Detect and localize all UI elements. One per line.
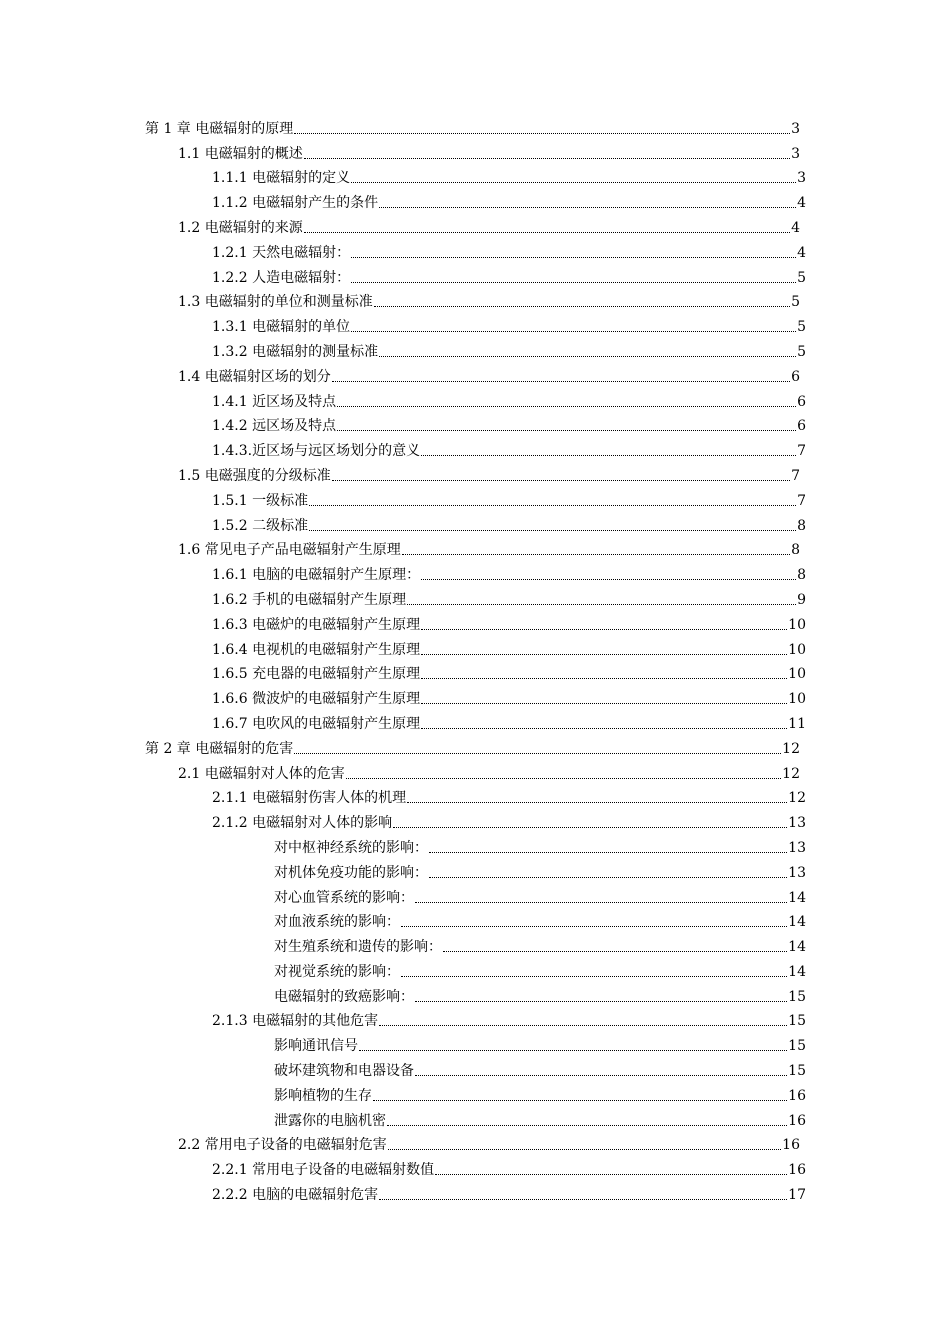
toc-dot-leader [421, 728, 787, 729]
toc-entry-title: 2.1 电磁辐射对人体的危害 [178, 765, 345, 782]
toc-page-number: 14 [788, 889, 806, 906]
toc-dot-leader [421, 579, 796, 580]
toc-entry-title: 影响通讯信号 [274, 1038, 358, 1055]
toc-dot-leader [388, 1149, 781, 1150]
toc-page-number: 5 [797, 343, 806, 360]
toc-page-number: 12 [782, 765, 800, 782]
toc-page-number: 12 [782, 740, 800, 757]
toc-page-number: 9 [797, 591, 806, 608]
toc-entry[interactable] [0, 561, 806, 586]
toc-entry[interactable] [0, 115, 800, 140]
toc-dot-leader [401, 926, 787, 927]
toc-entry-title: 对心血管系统的影响： [274, 889, 414, 906]
toc-entry-title: 1.4.2 远区场及特点 [212, 418, 337, 435]
toc-entry[interactable] [0, 264, 806, 289]
toc-page-number: 7 [797, 443, 806, 460]
toc-page-number: 4 [797, 195, 806, 212]
toc-entry-title: 对机体免疫功能的影响： [274, 864, 428, 881]
toc-dot-leader [421, 678, 787, 679]
toc-entry[interactable] [0, 809, 806, 834]
toc-page-number: 6 [797, 418, 806, 435]
toc-dot-leader [294, 133, 790, 134]
toc-page-number: 13 [788, 839, 806, 856]
toc-dot-leader [407, 604, 796, 605]
toc-dot-leader [379, 1025, 787, 1026]
toc-entry[interactable] [0, 1107, 806, 1132]
toc-page-number: 14 [788, 939, 806, 956]
toc-page-number: 3 [797, 170, 806, 187]
toc-dot-leader [351, 182, 796, 183]
toc-entry[interactable] [0, 1132, 800, 1157]
toc-page-number: 15 [788, 1063, 806, 1080]
toc-dot-leader [429, 877, 787, 878]
toc-entry[interactable] [0, 189, 806, 214]
toc-page-number: 3 [791, 145, 800, 162]
toc-entry-title: 1.6.3 电磁炉的电磁辐射产生原理 [212, 616, 421, 633]
toc-entry-title: 1.1.1 电磁辐射的定义 [212, 170, 351, 187]
toc-entry[interactable] [0, 289, 800, 314]
toc-entry[interactable] [0, 537, 800, 562]
toc-entry[interactable] [0, 958, 806, 983]
toc-page-number: 12 [788, 790, 806, 807]
toc-dot-leader [351, 282, 796, 283]
toc-entry[interactable] [0, 586, 806, 611]
toc-entry-title: 第 1 章 电磁辐射的原理 [145, 120, 294, 137]
toc-entry[interactable] [0, 884, 806, 909]
toc-entry-title: 1.6 常见电子产品电磁辐射产生原理 [178, 542, 401, 559]
toc-dot-leader [304, 158, 790, 159]
toc-dot-leader [337, 430, 796, 431]
toc-page-number: 16 [788, 1112, 806, 1129]
toc-page-number: 11 [788, 715, 806, 732]
toc-entry-title: 1.3 电磁辐射的单位和测量标准 [178, 294, 373, 311]
toc-entry-title: 1.1.2 电磁辐射产生的条件 [212, 195, 379, 212]
toc-entry[interactable] [0, 165, 806, 190]
toc-dot-leader [379, 207, 796, 208]
toc-entry[interactable] [0, 363, 800, 388]
toc-entry[interactable] [0, 760, 800, 785]
toc-entry-title: 1.5.1 一级标准 [212, 492, 309, 509]
toc-dot-leader [379, 1199, 787, 1200]
toc-page-number: 13 [788, 815, 806, 832]
toc-entry-title: 2.1.3 电磁辐射的其他危害 [212, 1013, 379, 1030]
toc-entry[interactable] [0, 413, 806, 438]
toc-dot-leader [421, 455, 796, 456]
toc-entry[interactable] [0, 983, 806, 1008]
toc-entry-title: 1.4 电磁辐射区场的划分 [178, 368, 331, 385]
toc-dot-leader [393, 827, 787, 828]
toc-page-number: 13 [788, 864, 806, 881]
toc-dot-leader [407, 802, 787, 803]
toc-page-number: 3 [791, 120, 800, 137]
toc-entry-title: 2.1.1 电磁辐射伤害人体的机理 [212, 790, 407, 807]
toc-entry[interactable] [0, 512, 806, 537]
toc-entry[interactable] [0, 1057, 806, 1082]
toc-page-number: 10 [788, 616, 806, 633]
toc-entry[interactable] [0, 636, 806, 661]
toc-entry-title: 1.4.1 近区场及特点 [212, 393, 337, 410]
toc-page-number: 17 [788, 1187, 806, 1204]
toc-dot-leader [359, 1050, 787, 1051]
toc-entry[interactable] [0, 214, 800, 239]
toc-entry[interactable] [0, 1032, 806, 1057]
toc-dot-leader [351, 331, 796, 332]
toc-dot-leader [402, 554, 790, 555]
toc-dot-leader [309, 505, 796, 506]
toc-entry[interactable] [0, 487, 806, 512]
toc-page-number: 5 [791, 294, 800, 311]
toc-entry-title: 电磁辐射的致癌影响： [274, 988, 414, 1005]
toc-entry[interactable] [0, 239, 806, 264]
toc-dot-leader [415, 902, 787, 903]
toc-page-number: 7 [791, 467, 800, 484]
toc-entry[interactable] [0, 834, 806, 859]
toc-entry[interactable] [0, 909, 806, 934]
toc-entry[interactable] [0, 1181, 806, 1206]
toc-dot-leader [387, 1125, 787, 1126]
toc-page-number: 8 [797, 567, 806, 584]
toc-entry-title: 1.6.7 电吹风的电磁辐射产生原理 [212, 715, 421, 732]
toc-entry-title: 1.1 电磁辐射的概述 [178, 145, 303, 162]
toc-page-number: 8 [797, 517, 806, 534]
toc-dot-leader [309, 530, 796, 531]
toc-entry-title: 1.6.1 电脑的电磁辐射产生原理： [212, 567, 421, 584]
toc-entry-title: 1.2.2 人造电磁辐射： [212, 269, 351, 286]
toc-entry[interactable] [0, 462, 800, 487]
toc-entry-title: 2.2 常用电子设备的电磁辐射危害 [178, 1137, 387, 1154]
toc-page-number: 7 [797, 492, 806, 509]
toc-dot-leader [421, 629, 787, 630]
toc-entry[interactable] [0, 933, 806, 958]
toc-entry-title: 1.2.1 天然电磁辐射： [212, 244, 351, 261]
toc-page-number: 6 [797, 393, 806, 410]
toc-entry[interactable] [0, 388, 806, 413]
toc-dot-leader [443, 951, 787, 952]
toc-page-number: 14 [788, 914, 806, 931]
table-of-contents [0, 115, 950, 1206]
toc-dot-leader [415, 1001, 787, 1002]
toc-dot-leader [351, 257, 796, 258]
toc-page-number: 5 [797, 319, 806, 336]
toc-entry-title: 1.6.6 微波炉的电磁辐射产生原理 [212, 691, 421, 708]
toc-page-number: 8 [791, 542, 800, 559]
toc-entry[interactable] [0, 785, 806, 810]
toc-dot-leader [374, 306, 790, 307]
toc-page-number: 16 [788, 1162, 806, 1179]
toc-dot-leader [415, 1075, 787, 1076]
toc-entry-title: 对视觉系统的影响： [274, 963, 400, 980]
toc-entry-title: 影响植物的生存 [274, 1087, 372, 1104]
toc-entry[interactable] [0, 859, 806, 884]
toc-entry-title: 1.6.4 电视机的电磁辐射产生原理 [212, 641, 421, 658]
toc-dot-leader [379, 356, 796, 357]
toc-entry-title: 2.2.1 常用电子设备的电磁辐射数值 [212, 1162, 435, 1179]
toc-dot-leader [429, 852, 787, 853]
toc-page-number: 15 [788, 988, 806, 1005]
toc-entry[interactable] [0, 710, 806, 735]
toc-entry-title: 1.5 电磁强度的分级标准 [178, 467, 331, 484]
toc-page-number: 5 [797, 269, 806, 286]
toc-dot-leader [435, 1174, 787, 1175]
toc-page-number: 16 [788, 1087, 806, 1104]
toc-dot-leader [346, 778, 781, 779]
toc-dot-leader [401, 976, 787, 977]
toc-entry-title: 1.4.3.近区场与远区场划分的意义 [212, 443, 421, 460]
toc-entry[interactable] [0, 1008, 806, 1033]
toc-dot-leader [337, 406, 796, 407]
toc-entry[interactable] [0, 735, 800, 760]
toc-dot-leader [421, 654, 787, 655]
toc-dot-leader [373, 1100, 787, 1101]
toc-dot-leader [421, 703, 787, 704]
toc-dot-leader [332, 381, 790, 382]
toc-entry-title: 1.6.5 充电器的电磁辐射产生原理 [212, 666, 421, 683]
toc-entry[interactable] [0, 1082, 806, 1107]
toc-entry-title: 2.2.2 电脑的电磁辐射危害 [212, 1187, 379, 1204]
toc-entry-title: 1.2 电磁辐射的来源 [178, 219, 303, 236]
toc-page-number: 15 [788, 1038, 806, 1055]
toc-entry-title: 1.3.2 电磁辐射的测量标准 [212, 343, 379, 360]
toc-page-number: 15 [788, 1013, 806, 1030]
toc-entry-title: 1.5.2 二级标准 [212, 517, 309, 534]
toc-entry-title: 泄露你的电脑机密 [274, 1112, 386, 1129]
toc-page-number: 16 [782, 1137, 800, 1154]
toc-dot-leader [304, 232, 790, 233]
toc-entry-title: 破坏建筑物和电器设备 [274, 1063, 414, 1080]
toc-entry-title: 对中枢神经系统的影响： [274, 839, 428, 856]
toc-entry-title: 1.6.2 手机的电磁辐射产生原理 [212, 591, 407, 608]
toc-entry[interactable] [0, 338, 806, 363]
toc-entry-title: 对生殖系统和遗传的影响： [274, 939, 442, 956]
toc-page-number: 4 [797, 244, 806, 261]
toc-entry[interactable] [0, 313, 806, 338]
toc-page-number: 14 [788, 963, 806, 980]
toc-entry[interactable] [0, 1156, 806, 1181]
toc-entry-title: 对血液系统的影响： [274, 914, 400, 931]
toc-entry[interactable] [0, 661, 806, 686]
toc-entry-title: 1.3.1 电磁辐射的单位 [212, 319, 351, 336]
toc-entry-title: 2.1.2 电磁辐射对人体的影响 [212, 815, 393, 832]
toc-dot-leader [332, 480, 790, 481]
toc-entry[interactable] [0, 140, 800, 165]
toc-entry[interactable] [0, 437, 806, 462]
toc-page-number: 4 [791, 219, 800, 236]
toc-page-number: 10 [788, 691, 806, 708]
toc-page-number: 10 [788, 666, 806, 683]
toc-page-number: 6 [791, 368, 800, 385]
toc-entry[interactable] [0, 611, 806, 636]
toc-entry-title: 第 2 章 电磁辐射的危害 [145, 740, 294, 757]
toc-dot-leader [294, 753, 781, 754]
toc-entry[interactable] [0, 685, 806, 710]
toc-page-number: 10 [788, 641, 806, 658]
